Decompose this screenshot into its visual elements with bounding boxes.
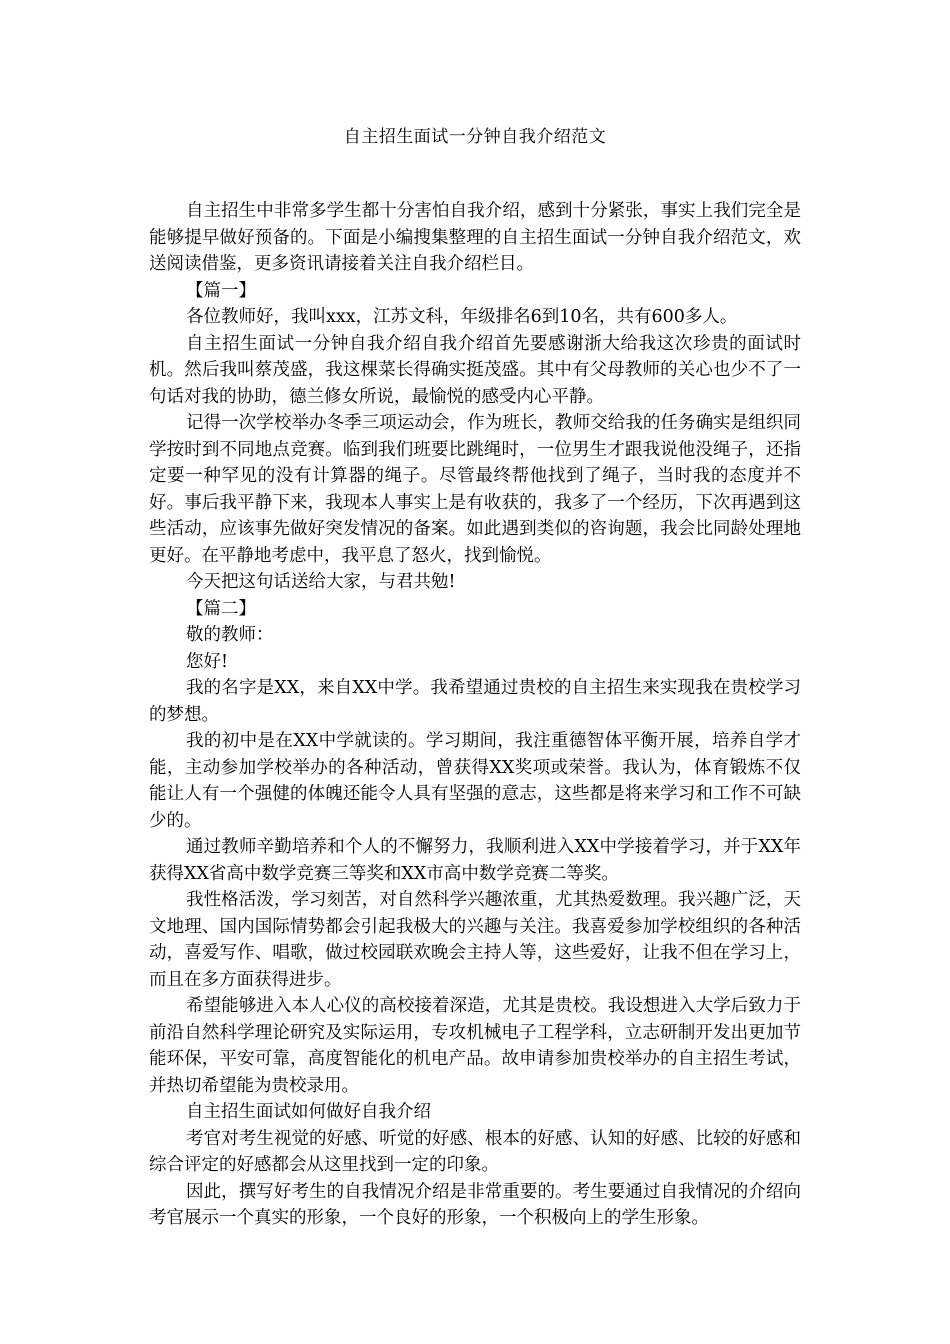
paragraph: 我性格活泼，学习刻苦，对自然科学兴趣浓重，尤其热爱数理。我兴趣广泛，天文地理、国内国际情势都会引起我极大的兴趣与关注。我喜爱参加学校组织的各种活动，喜爱写作、唱歌，做过校园联欢晚会主持人等，这些爱好，让我不但在学习上，而且在多方面获得进步。 [149, 890, 801, 990]
paragraph: 通过教师辛勤培养和个人的不懈努力，我顺利进入XX中学接着学习，并于XX年获得XX省高中数学竞赛三等奖和XX市高中数学竞赛二等奖。 [149, 837, 801, 884]
paragraph: 今天把这句话送给大家，与君共勉! [186, 572, 456, 592]
section-label-part-two: 【篇二】 [186, 598, 256, 619]
section-label-part-one: 【篇一】 [186, 280, 256, 301]
paragraph: 我的初中是在XX中学就读的。学习期间，我注重德智体平衡开展，培养自学才能，主动参加学校举办的各种活动，曾获得XX奖项或荣誉。我认为，体育锻炼不仅能让人有一个强健的体魄还能令人具有坚强的意志，这些都是将来学习和工作不可缺少的。 [149, 731, 801, 831]
paragraph-intro: 自主招生中非常多学生都十分害怕自我介绍，感到十分紧张，事实上我们完全是能够提早做好预备的。下面是小编搜集整理的自主招生面试一分钟自我介绍范文，欢送阅读借鉴，更多资讯请接着关注自我介绍栏目。 [149, 201, 801, 274]
paragraph: 我的名字是XX，来自XX中学。我希望通过贵校的自主招生来实现我在贵校学习的梦想。 [149, 678, 801, 725]
paragraph: 自主招生面试一分钟自我介绍自我介绍首先要感谢浙大给我这次珍贵的面试时机。然后我叫蔡茂盛，我这棵菜长得确实挺茂盛。其中有父母教师的关心也少不了一句话对我的协助，德兰修女所说，最愉悦的感受内心平静。 [149, 333, 801, 407]
document-title: 自主招生面试一分钟自我介绍范文 [343, 127, 607, 147]
section-heading: 自主招生面试如何做好自我介绍 [186, 1102, 431, 1122]
paragraph-greeting: 您好! [186, 651, 229, 672]
paragraph: 希望能够进入本人心仪的高校接着深造，尤其是贵校。我设想进入大学后致力于前沿自然科学理论研究及实际运用，专攻机械电子工程学科，立志研制开发出更加节能环保，平安可靠，高度智能化的机电产品。故申请参加贵校举办的自主招生考试，并热切希望能为贵校录用。 [149, 996, 801, 1096]
paragraph: 各位教师好，我叫xxx，江苏文科，年级排名6到10名，共有600多人。 [186, 307, 738, 327]
paragraph: 考官对考生视觉的好感、听觉的好感、根本的好感、认知的好感、比较的好感和综合评定的好感都会从这里找到一定的印象。 [149, 1128, 801, 1175]
paragraph: 因此，撰写好考生的自我情况介绍是非常重要的。考生要通过自我情况的介绍向考官展示一个真实的形象，一个良好的形象，一个积极向上的学生形象。 [149, 1181, 801, 1228]
paragraph-salutation: 敬的教师： [186, 625, 274, 645]
paragraph: 记得一次学校举办冬季三项运动会，作为班长，教师交给我的任务确实是组织同学按时到不同地点竞赛。临到我们班要比跳绳时，一位男生才跟我说他没绳子，还指定要一种罕见的没有计算器的绳子。尽管最终帮他找到了绳子，当时我的态度并不好。事后我平静下来，我现本人事实上是有收获的，我多了一个经历，下次再遇到这些活动，应该事先做好突发情况的备案。如此遇到类似的咨询题，我会比同龄处理地更好。在平静地考虑中，我平息了怒火，找到愉悦。 [149, 413, 801, 566]
document-body [149, 198, 801, 1232]
